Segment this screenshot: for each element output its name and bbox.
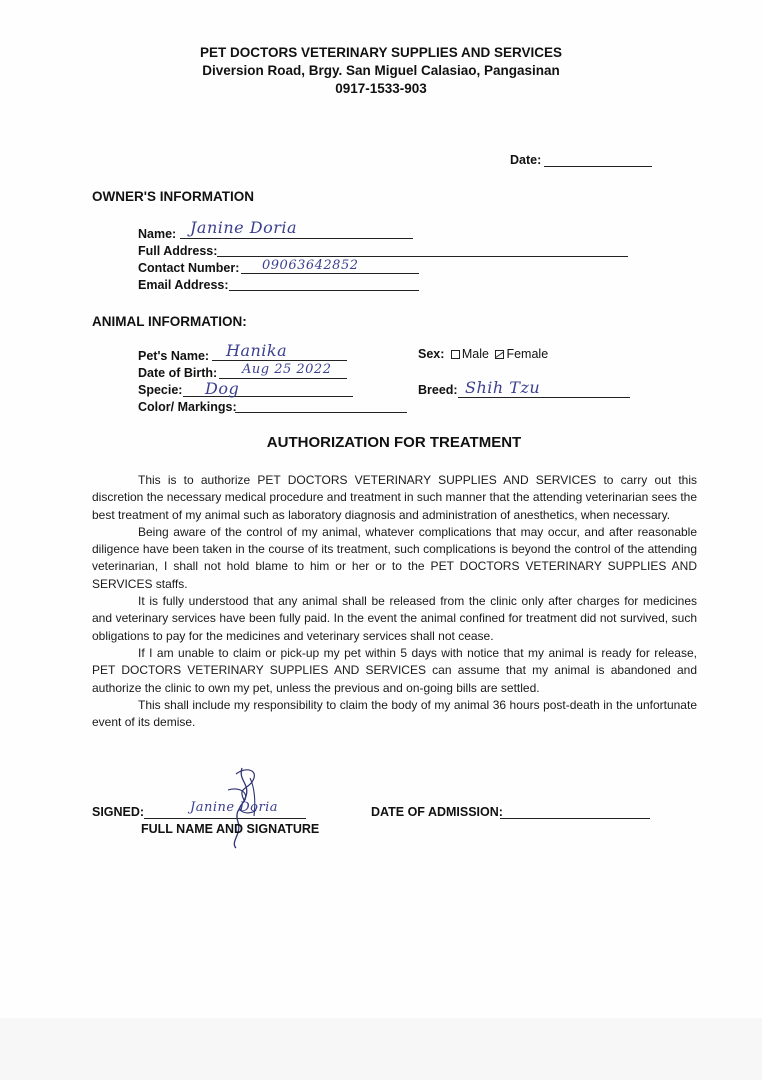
color-markings-label: Color/ Markings: bbox=[138, 400, 237, 414]
pet-name-field[interactable] bbox=[212, 360, 347, 361]
owner-name-field[interactable] bbox=[180, 238, 413, 239]
signed-label: SIGNED: bbox=[92, 805, 145, 819]
full-name-signature-label: FULL NAME AND SIGNATURE bbox=[141, 822, 320, 836]
signed-name-value: Janine Doria bbox=[190, 800, 279, 815]
pet-name-label: Pet's Name: bbox=[138, 349, 210, 363]
email-address-field[interactable] bbox=[229, 290, 419, 291]
specie-value: Dog bbox=[205, 379, 240, 398]
date-field[interactable] bbox=[544, 166, 652, 167]
sex-label: Sex: bbox=[418, 347, 445, 361]
contact-number-label: Contact Number: bbox=[138, 261, 240, 275]
business-phone: 0917-1533-903 bbox=[335, 81, 427, 96]
female-option-label: Female bbox=[506, 347, 549, 361]
owner-name-label: Name: bbox=[138, 227, 177, 241]
date-of-admission-field[interactable] bbox=[500, 818, 650, 819]
breed-value: Shih Tzu bbox=[465, 378, 541, 397]
specie-label: Specie: bbox=[138, 383, 183, 397]
female-checkbox[interactable] bbox=[495, 350, 504, 359]
color-markings-field[interactable] bbox=[235, 412, 407, 413]
date-label: Date: bbox=[510, 153, 542, 167]
breed-label: Breed: bbox=[418, 383, 458, 397]
date-of-admission-label: DATE OF ADMISSION: bbox=[371, 805, 503, 819]
owner-section-title: OWNER'S INFORMATION bbox=[92, 189, 254, 204]
pet-name-value: Hanika bbox=[226, 341, 288, 360]
letterhead bbox=[0, 44, 762, 98]
male-option-label: Male bbox=[461, 347, 489, 361]
full-address-field[interactable] bbox=[217, 256, 628, 257]
animal-section-title: ANIMAL INFORMATION: bbox=[92, 314, 247, 329]
contact-number-field[interactable] bbox=[241, 273, 419, 274]
authorization-paragraph: If I am unable to claim or pick-up my pet within 5 days with notice that my animal is ready for release, PET DOCTORS VETERINARY SUPPLIES AND SERVICES can assume that my animal is abandoned and authorize the clinic to own my pet, unless the previous and on-going bills are settled. bbox=[92, 645, 697, 695]
authorization-title: AUTHORIZATION FOR TREATMENT bbox=[266, 434, 522, 451]
dob-label: Date of Birth: bbox=[138, 366, 218, 380]
male-checkbox[interactable] bbox=[451, 350, 460, 359]
dob-value: Aug 25 2022 bbox=[242, 362, 332, 377]
authorization-paragraph: This is to authorize PET DOCTORS VETERINARY SUPPLIES AND SERVICES to carry out this discretion the necessary medical procedure and treatment in such manner that the attending veterinarian sees the best treatment of my animal such as laboratory diagnosis and administration of anesthetics, when necessary. bbox=[92, 473, 698, 522]
contact-number-value: 09063642852 bbox=[262, 258, 359, 273]
business-name: PET DOCTORS VETERINARY SUPPLIES AND SERVICES bbox=[199, 45, 563, 60]
breed-field[interactable] bbox=[458, 397, 630, 398]
sex-field bbox=[418, 347, 548, 361]
owner-name-value: Janine Doria bbox=[190, 218, 297, 237]
email-address-label: Email Address: bbox=[138, 278, 229, 292]
full-address-label: Full Address: bbox=[138, 244, 218, 258]
authorization-paragraph: This shall include my responsibility to claim the body of my animal 36 hours post-death in the unfortunate event of its demise. bbox=[92, 697, 697, 730]
scan-bottom-edge bbox=[0, 1018, 762, 1080]
authorization-paragraph: Being aware of the control of my animal, whatever complications that may occur, and after reasonable diligence have been taken in the course of its treatment, such complications is beyond the control of the attending veterinarian, I shall not hold blame to him or her or to the PET DOCTORS VETERINARY SUPPLIES AND SERVICES staffs. bbox=[92, 524, 697, 591]
business-address: Diversion Road, Brgy. San Miguel Calasiao, Pangasinan bbox=[202, 63, 560, 78]
authorization-paragraph: It is fully understood that any animal shall be released from the clinic only after charges for medicines and veterinary services have been fully paid. In the event the animal confined for treatment did not survived, such obligations to pay for the medicines and veterinary services shall not cease. bbox=[92, 594, 697, 643]
authorization-text bbox=[92, 472, 697, 731]
